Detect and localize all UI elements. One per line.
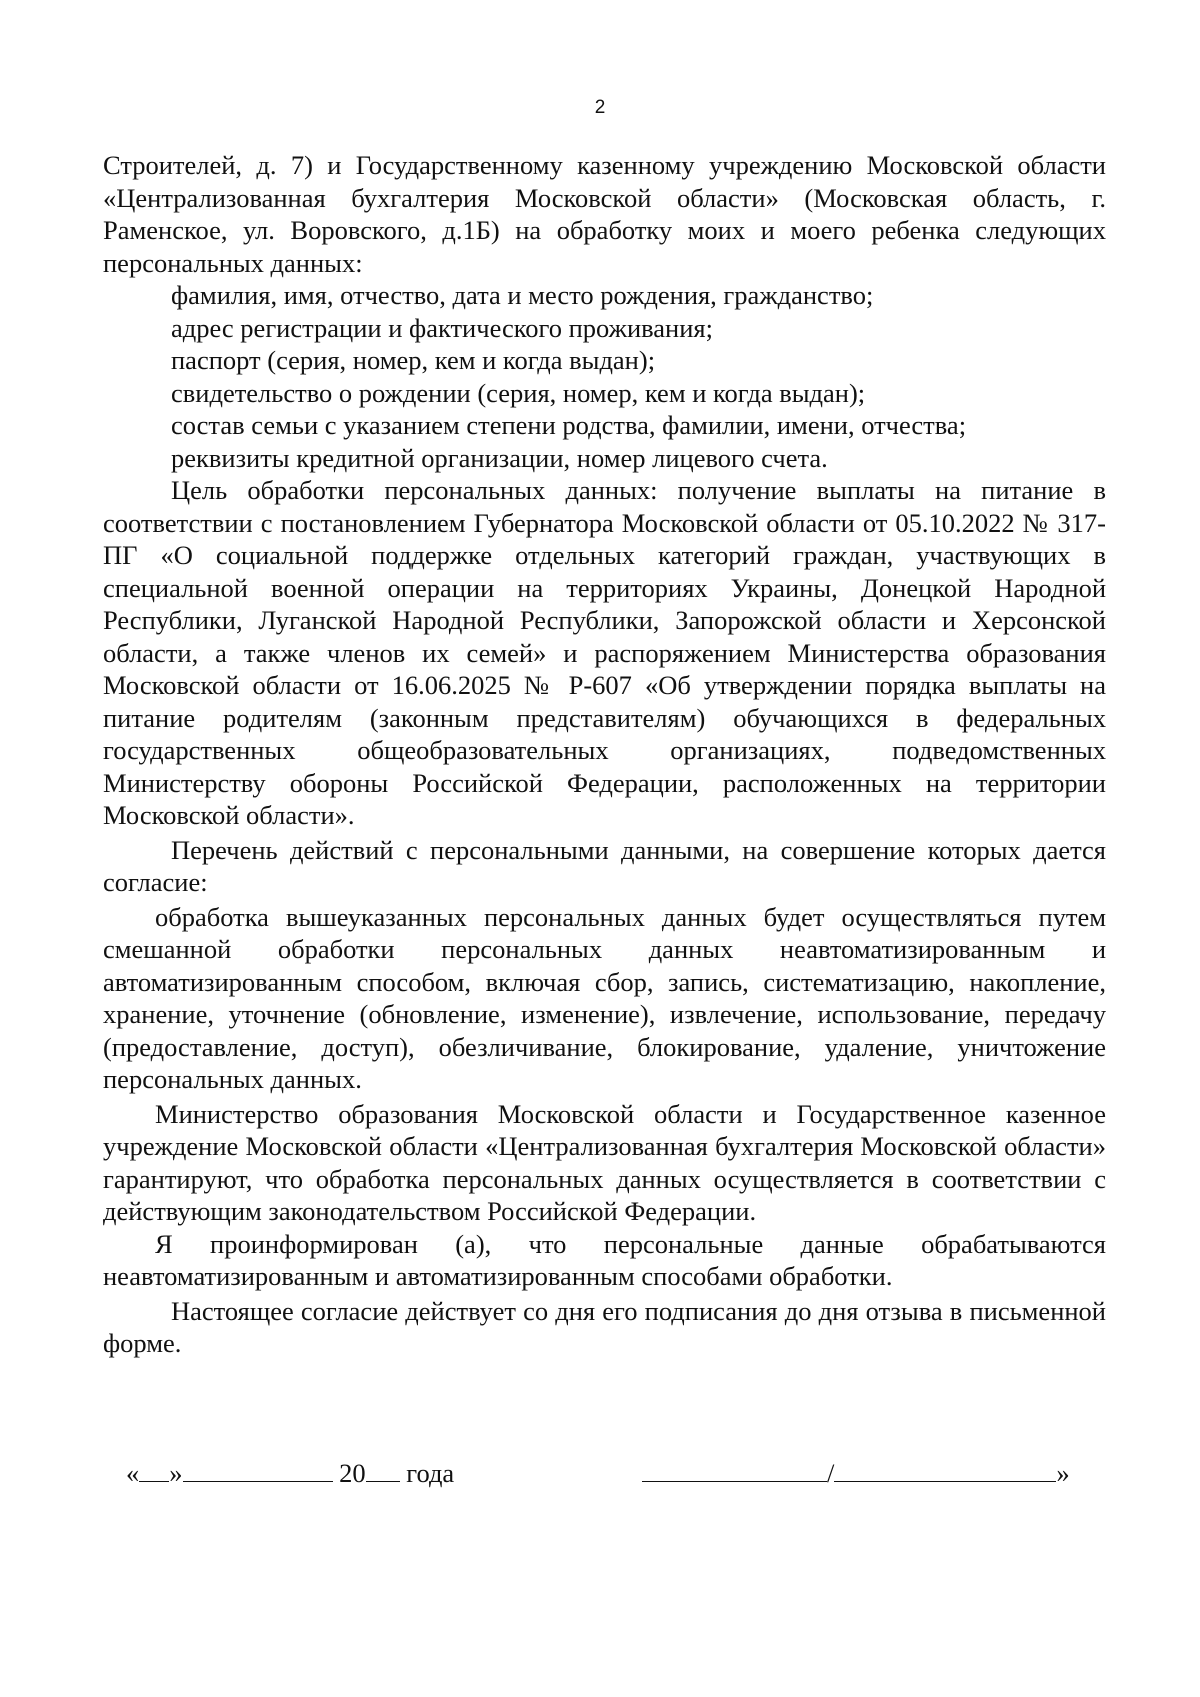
intro-paragraph: Строителей, д. 7) и Государственному казенному учреждению Московской области «Централизованная бухгалтерия Московской области» (Московская область, г. Раменское, ул. Воровского, д.1Б) на обработку моих и моего ребенка следующих персональных данных: bbox=[103, 150, 1106, 278]
close-quote: » bbox=[169, 1458, 183, 1488]
end-quote: » bbox=[1056, 1458, 1070, 1488]
personal-data-list bbox=[103, 279, 1106, 474]
informed-paragraph: Я проинформирован (а), что персональные данные обрабатываются неавтоматизированным и автоматизированным способами обработки. bbox=[103, 1228, 1106, 1291]
page-number: 2 bbox=[594, 97, 606, 118]
open-quote: « bbox=[126, 1458, 140, 1488]
list-item: состав семьи с указанием степени родства, фамилии, имени, отчества; bbox=[171, 410, 967, 440]
list-item: адрес регистрации и фактического проживания; bbox=[171, 312, 713, 343]
year-word: года bbox=[406, 1458, 455, 1488]
guarantee-paragraph: Министерство образования Московской области и Государственное казенное учреждение Московской области «Централизованная бухгалтерия Московской области» гарантируют, что обработка персональных данных осуществляется в соответствии с действующим законодательством Российской Федерации. bbox=[103, 1098, 1106, 1226]
year-prefix: 20 bbox=[339, 1458, 366, 1488]
signature-field[interactable] bbox=[642, 1455, 1070, 1489]
purpose-paragraph: Цель обработки персональных данных: получение выплаты на питание в соответствии с постановлением Губернатора Московской области от 05.10.2022 № 317-ПГ «О социальной поддержке отдельных категорий граждан, участвующих в специальной военной операции на территориях Украины, Донецкой Народной Республики, Луганской Народной Республики, Запорожской области и Херсонской области, а также членов их семей» и распоряжением Министерства образования Московской области от 16.06.2025 № Р-607 «Об утверждении порядка выплаты на питание родителям (законным представителям) обучающихся в федеральных государственных общеобразовательных организациях, подведомственных Министерству обороны Российской Федерации, расположенных на территории Московской области». bbox=[103, 475, 1106, 830]
signature-separator: / bbox=[827, 1458, 835, 1488]
signature-blank bbox=[642, 1455, 827, 1482]
list-item: паспорт (серия, номер, кем и когда выдан); bbox=[171, 345, 656, 375]
validity-paragraph: Настоящее согласие действует со дня его подписания до дня отзыва в письменной форме. bbox=[103, 1295, 1106, 1358]
signature-line bbox=[0, 1455, 1200, 1495]
list-item: реквизиты кредитной организации, номер лицевого счета. bbox=[171, 442, 828, 473]
actions-body-paragraph: обработка вышеуказанных персональных данных будет осуществляться путем смешанной обработки персональных данных неавтоматизированным и автоматизированным способом, включая сбор, запись, систематизацию, накопление, хранение, уточнение (обновление, изменение), извлечение, использование, передачу (предоставление, доступ), обезличивание, блокирование, удаление, уничтожение персональных данных. bbox=[103, 901, 1106, 1094]
month-blank bbox=[183, 1455, 333, 1482]
document-body bbox=[103, 149, 1106, 1360]
day-blank bbox=[139, 1455, 169, 1482]
year-blank bbox=[366, 1455, 400, 1482]
list-item: фамилия, имя, отчество, дата и место рождения, гражданство; bbox=[171, 280, 874, 310]
name-blank bbox=[834, 1455, 1056, 1482]
actions-heading-paragraph: Перечень действий с персональными данными, на совершение которых дается согласие: bbox=[103, 834, 1106, 897]
list-item: свидетельство о рождении (серия, номер, кем и когда выдан); bbox=[171, 377, 866, 408]
date-field[interactable] bbox=[126, 1455, 454, 1489]
